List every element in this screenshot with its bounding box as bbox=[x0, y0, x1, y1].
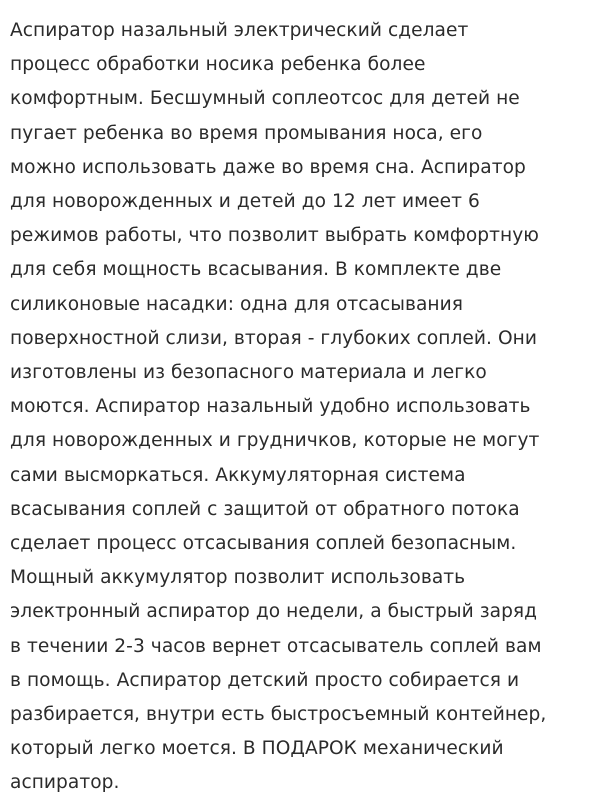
description-line: аспиратор. bbox=[10, 772, 120, 794]
description-line: пугает ребенка во время промывания носа, его bbox=[10, 122, 483, 144]
description-line: разбирается, внутри есть быстросъемный контейнер, bbox=[10, 704, 547, 726]
description-line: Мощный аккумулятор позволит использовать bbox=[10, 567, 466, 589]
description-line: для себя мощность всасывания. В комплекте две bbox=[10, 259, 502, 281]
description-line: в течении 2-3 часов вернет отсасыватель соплей вам bbox=[10, 635, 542, 657]
description-line: комфортным. Бесшумный соплеотсос для детей не bbox=[10, 88, 520, 110]
description-line: который легко моется. В ПОДАРОК механический bbox=[10, 738, 504, 760]
description-line: сделает процесс отсасывания соплей безопасным. bbox=[10, 533, 517, 555]
description-line: процесс обработки носика ребенка более bbox=[10, 54, 426, 76]
description-line: для новорожденных и грудничков, которые не могут bbox=[10, 430, 540, 452]
product-description-text bbox=[10, 14, 592, 801]
description-line: можно использовать даже во время сна. Аспиратор bbox=[10, 156, 526, 178]
description-line: режимов работы, что позволит выбрать комфортную bbox=[10, 225, 539, 247]
description-line: Аспиратор назальный электрический сделает bbox=[10, 20, 469, 41]
description-line: всасывания соплей с защитой от обратного потока bbox=[10, 498, 520, 520]
description-line: сами высморкаться. Аккумуляторная система bbox=[10, 464, 466, 486]
description-line: моются. Аспиратор назальный удобно использовать bbox=[10, 396, 531, 418]
description-line: в помощь. Аспиратор детский просто собирается и bbox=[10, 669, 520, 691]
description-line: изготовлены из безопасного материала и легко bbox=[10, 362, 487, 384]
description-line: электронный аспиратор до недели, а быстрый заряд bbox=[10, 601, 538, 623]
description-line: силиконовые насадки: одна для отсасывания bbox=[10, 293, 464, 315]
description-line: поверхностной слизи, вторая - глубоких соплей. Они bbox=[10, 327, 538, 349]
description-line: для новорожденных и детей до 12 лет имеет 6 bbox=[10, 191, 480, 213]
